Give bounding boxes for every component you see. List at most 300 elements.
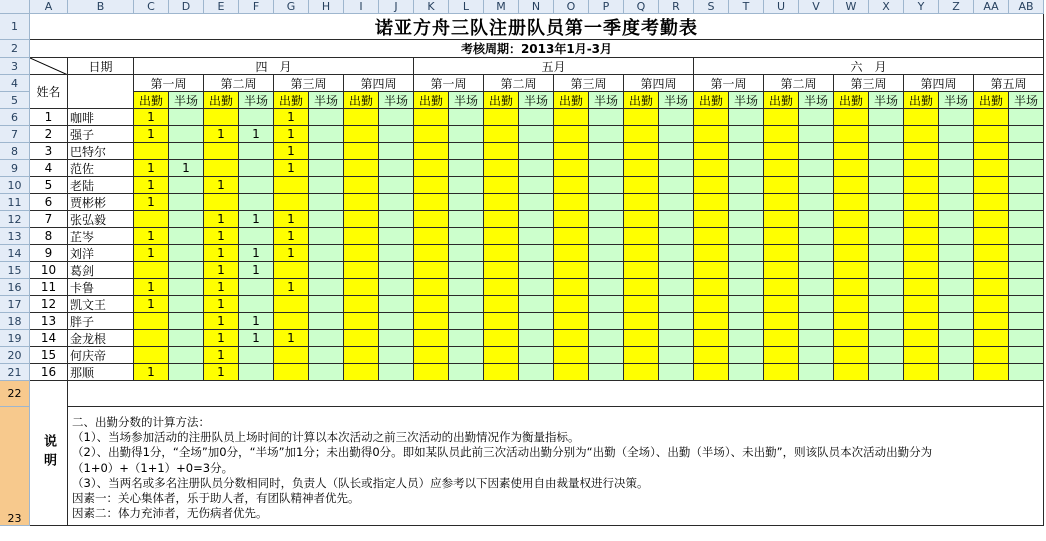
attendance-cell[interactable] — [414, 177, 449, 194]
attendance-cell[interactable] — [974, 245, 1009, 262]
attendance-cell[interactable] — [484, 296, 519, 313]
half-cell[interactable] — [169, 313, 204, 330]
half-header[interactable]: 半场 — [939, 92, 974, 109]
half-cell[interactable]: 1 — [239, 262, 274, 279]
attendance-cell[interactable] — [764, 245, 799, 262]
attendance-cell[interactable] — [974, 160, 1009, 177]
attendance-cell[interactable] — [344, 143, 379, 160]
row-header-16[interactable]: 16 — [0, 279, 30, 296]
half-cell[interactable] — [939, 211, 974, 228]
attendance-cell[interactable] — [134, 143, 169, 160]
attendance-cell[interactable] — [694, 279, 729, 296]
attendance-cell[interactable] — [484, 126, 519, 143]
half-cell[interactable] — [799, 177, 834, 194]
member-name[interactable]: 何庆帝 — [68, 347, 134, 364]
column-header-U[interactable]: U — [764, 0, 799, 14]
member-name[interactable]: 卡鲁 — [68, 279, 134, 296]
half-cell[interactable] — [309, 211, 344, 228]
member-name[interactable]: 胖子 — [68, 313, 134, 330]
attendance-cell[interactable] — [134, 347, 169, 364]
member-number[interactable]: 9 — [30, 245, 68, 262]
attendance-cell[interactable] — [764, 228, 799, 245]
half-cell[interactable] — [379, 143, 414, 160]
attendance-cell[interactable] — [834, 347, 869, 364]
member-number[interactable]: 6 — [30, 194, 68, 211]
half-cell[interactable] — [309, 194, 344, 211]
half-cell[interactable] — [1009, 262, 1044, 279]
attendance-cell[interactable]: 1 — [204, 228, 239, 245]
member-name[interactable]: 贾彬彬 — [68, 194, 134, 211]
half-cell[interactable] — [729, 109, 764, 126]
half-cell[interactable] — [449, 177, 484, 194]
attendance-cell[interactable] — [414, 143, 449, 160]
member-number[interactable]: 11 — [30, 279, 68, 296]
half-cell[interactable] — [799, 160, 834, 177]
half-cell[interactable] — [729, 194, 764, 211]
attendance-cell[interactable] — [344, 313, 379, 330]
attendance-cell[interactable] — [974, 347, 1009, 364]
half-cell[interactable] — [869, 330, 904, 347]
half-cell[interactable] — [519, 143, 554, 160]
member-number[interactable]: 5 — [30, 177, 68, 194]
half-cell[interactable] — [169, 347, 204, 364]
attendance-cell[interactable] — [274, 177, 309, 194]
attendance-cell[interactable] — [344, 279, 379, 296]
attendance-cell[interactable] — [974, 109, 1009, 126]
attendance-cell[interactable] — [624, 262, 659, 279]
attendance-cell[interactable]: 1 — [274, 211, 309, 228]
half-cell[interactable] — [519, 126, 554, 143]
attendance-cell[interactable] — [624, 279, 659, 296]
attendance-cell[interactable] — [344, 245, 379, 262]
attendance-cell[interactable] — [624, 228, 659, 245]
attendance-cell[interactable] — [764, 211, 799, 228]
attend-header[interactable]: 出勤 — [134, 92, 169, 109]
half-cell[interactable] — [169, 194, 204, 211]
attendance-cell[interactable] — [554, 143, 589, 160]
half-cell[interactable] — [869, 313, 904, 330]
attendance-cell[interactable] — [414, 211, 449, 228]
select-all-corner[interactable] — [0, 0, 30, 14]
half-cell[interactable] — [449, 109, 484, 126]
week-jun-3[interactable]: 第三周 — [834, 75, 904, 92]
attendance-cell[interactable] — [344, 330, 379, 347]
half-cell[interactable] — [1009, 143, 1044, 160]
attendance-cell[interactable] — [834, 160, 869, 177]
half-cell[interactable] — [169, 364, 204, 381]
column-header-Z[interactable]: Z — [939, 0, 974, 14]
column-header-E[interactable]: E — [204, 0, 239, 14]
half-cell[interactable] — [309, 279, 344, 296]
week-jun-5[interactable]: 第五周 — [974, 75, 1044, 92]
attendance-cell[interactable] — [554, 245, 589, 262]
attendance-cell[interactable] — [484, 109, 519, 126]
attendance-cell[interactable] — [414, 262, 449, 279]
attendance-cell[interactable] — [624, 296, 659, 313]
half-cell[interactable] — [379, 194, 414, 211]
week-apr-2[interactable]: 第二周 — [204, 75, 274, 92]
column-header-L[interactable]: L — [449, 0, 484, 14]
attendance-cell[interactable] — [694, 228, 729, 245]
attendance-cell[interactable] — [484, 228, 519, 245]
attendance-cell[interactable]: 1 — [274, 160, 309, 177]
attendance-cell[interactable] — [834, 330, 869, 347]
attendance-cell[interactable] — [764, 109, 799, 126]
half-cell[interactable]: 1 — [239, 330, 274, 347]
attend-header[interactable]: 出勤 — [834, 92, 869, 109]
attendance-cell[interactable] — [974, 279, 1009, 296]
half-header[interactable]: 半场 — [1009, 92, 1044, 109]
attendance-cell[interactable] — [834, 228, 869, 245]
blank-header-cell[interactable] — [68, 75, 134, 109]
week-may-3[interactable]: 第三周 — [554, 75, 624, 92]
half-cell[interactable] — [659, 245, 694, 262]
attendance-cell[interactable] — [974, 126, 1009, 143]
half-header[interactable]: 半场 — [729, 92, 764, 109]
half-cell[interactable] — [589, 160, 624, 177]
member-name[interactable]: 咖啡 — [68, 109, 134, 126]
attendance-cell[interactable] — [904, 228, 939, 245]
attendance-cell[interactable] — [554, 177, 589, 194]
member-number[interactable]: 10 — [30, 262, 68, 279]
attendance-cell[interactable] — [344, 194, 379, 211]
attendance-cell[interactable] — [484, 313, 519, 330]
half-cell[interactable] — [169, 143, 204, 160]
half-cell[interactable] — [309, 177, 344, 194]
half-cell[interactable] — [939, 296, 974, 313]
half-header[interactable]: 半场 — [519, 92, 554, 109]
half-cell[interactable] — [589, 296, 624, 313]
attendance-cell[interactable] — [694, 211, 729, 228]
attendance-cell[interactable] — [414, 109, 449, 126]
half-cell[interactable] — [939, 347, 974, 364]
attendance-cell[interactable] — [764, 347, 799, 364]
attendance-cell[interactable] — [414, 194, 449, 211]
attendance-cell[interactable] — [204, 160, 239, 177]
row-header-8[interactable]: 8 — [0, 143, 30, 160]
row-header-9[interactable]: 9 — [0, 160, 30, 177]
half-cell[interactable] — [939, 364, 974, 381]
column-header-AA[interactable]: AA — [974, 0, 1009, 14]
half-cell[interactable]: 1 — [239, 126, 274, 143]
half-cell[interactable] — [379, 296, 414, 313]
half-cell[interactable] — [659, 279, 694, 296]
half-cell[interactable] — [519, 160, 554, 177]
attendance-cell[interactable] — [414, 245, 449, 262]
attendance-cell[interactable] — [974, 313, 1009, 330]
half-header[interactable]: 半场 — [239, 92, 274, 109]
attendance-cell[interactable] — [624, 126, 659, 143]
row-header-4[interactable]: 4 — [0, 75, 30, 92]
attendance-cell[interactable] — [904, 313, 939, 330]
attendance-cell[interactable]: 1 — [134, 109, 169, 126]
week-may-4[interactable]: 第四周 — [624, 75, 694, 92]
half-cell[interactable] — [589, 143, 624, 160]
attendance-cell[interactable] — [344, 211, 379, 228]
half-cell[interactable] — [799, 347, 834, 364]
week-apr-4[interactable]: 第四周 — [344, 75, 414, 92]
attendance-cell[interactable] — [554, 211, 589, 228]
attendance-cell[interactable] — [904, 194, 939, 211]
half-cell[interactable] — [589, 228, 624, 245]
half-cell[interactable] — [799, 109, 834, 126]
month-june[interactable]: 六 月 — [694, 58, 1044, 75]
attendance-cell[interactable] — [694, 313, 729, 330]
half-cell[interactable] — [519, 109, 554, 126]
attendance-cell[interactable] — [694, 296, 729, 313]
half-cell[interactable] — [519, 330, 554, 347]
attendance-cell[interactable] — [834, 177, 869, 194]
column-header-I[interactable]: I — [344, 0, 379, 14]
member-number[interactable]: 12 — [30, 296, 68, 313]
attendance-cell[interactable] — [414, 160, 449, 177]
attendance-cell[interactable] — [554, 279, 589, 296]
half-cell[interactable] — [519, 296, 554, 313]
member-name[interactable]: 葛剑 — [68, 262, 134, 279]
member-number[interactable]: 4 — [30, 160, 68, 177]
column-header-H[interactable]: H — [309, 0, 344, 14]
column-header-D[interactable]: D — [169, 0, 204, 14]
half-cell[interactable] — [729, 211, 764, 228]
half-cell[interactable] — [169, 330, 204, 347]
attendance-cell[interactable] — [764, 279, 799, 296]
attendance-cell[interactable] — [344, 177, 379, 194]
half-cell[interactable] — [449, 262, 484, 279]
column-header-S[interactable]: S — [694, 0, 729, 14]
attendance-cell[interactable] — [554, 313, 589, 330]
half-header[interactable]: 半场 — [869, 92, 904, 109]
column-header-K[interactable]: K — [414, 0, 449, 14]
attendance-cell[interactable] — [764, 160, 799, 177]
attendance-cell[interactable] — [624, 313, 659, 330]
attendance-cell[interactable] — [764, 177, 799, 194]
attendance-cell[interactable]: 1 — [134, 279, 169, 296]
name-label[interactable]: 姓名 — [30, 75, 68, 109]
attendance-cell[interactable] — [694, 109, 729, 126]
row-header-6[interactable]: 6 — [0, 109, 30, 126]
half-cell[interactable] — [729, 245, 764, 262]
column-header-G[interactable]: G — [274, 0, 309, 14]
member-name[interactable]: 巴特尔 — [68, 143, 134, 160]
half-cell[interactable] — [239, 228, 274, 245]
attendance-cell[interactable] — [974, 211, 1009, 228]
half-cell[interactable] — [729, 177, 764, 194]
row-header-20[interactable]: 20 — [0, 347, 30, 364]
half-cell[interactable] — [1009, 364, 1044, 381]
half-cell[interactable] — [1009, 228, 1044, 245]
half-cell[interactable] — [309, 296, 344, 313]
attendance-cell[interactable] — [484, 194, 519, 211]
member-name[interactable]: 老陆 — [68, 177, 134, 194]
half-cell[interactable] — [659, 160, 694, 177]
half-cell[interactable] — [659, 347, 694, 364]
attendance-cell[interactable]: 1 — [204, 313, 239, 330]
attendance-cell[interactable] — [834, 245, 869, 262]
column-header-M[interactable]: M — [484, 0, 519, 14]
attendance-cell[interactable] — [974, 177, 1009, 194]
attendance-cell[interactable] — [134, 262, 169, 279]
half-cell[interactable] — [1009, 126, 1044, 143]
attendance-cell[interactable]: 1 — [134, 364, 169, 381]
attendance-cell[interactable] — [904, 262, 939, 279]
half-cell[interactable] — [309, 262, 344, 279]
half-cell[interactable] — [449, 347, 484, 364]
attend-header[interactable]: 出勤 — [764, 92, 799, 109]
row-header-13[interactable]: 13 — [0, 228, 30, 245]
attendance-cell[interactable] — [834, 143, 869, 160]
row-header-10[interactable]: 10 — [0, 177, 30, 194]
attendance-cell[interactable] — [764, 194, 799, 211]
attendance-cell[interactable]: 1 — [204, 296, 239, 313]
half-cell[interactable] — [799, 279, 834, 296]
attendance-cell[interactable]: 1 — [204, 262, 239, 279]
half-cell[interactable] — [589, 262, 624, 279]
attendance-cell[interactable] — [904, 211, 939, 228]
row-header-17[interactable]: 17 — [0, 296, 30, 313]
half-cell[interactable] — [729, 296, 764, 313]
attendance-cell[interactable] — [204, 109, 239, 126]
column-header-W[interactable]: W — [834, 0, 869, 14]
attendance-cell[interactable] — [414, 126, 449, 143]
half-cell[interactable] — [449, 194, 484, 211]
half-cell[interactable] — [729, 262, 764, 279]
row-header-7[interactable]: 7 — [0, 126, 30, 143]
half-cell[interactable] — [659, 228, 694, 245]
member-number[interactable]: 2 — [30, 126, 68, 143]
attendance-cell[interactable] — [274, 296, 309, 313]
half-cell[interactable] — [799, 194, 834, 211]
half-cell[interactable] — [869, 194, 904, 211]
half-cell[interactable] — [449, 296, 484, 313]
half-cell[interactable] — [1009, 245, 1044, 262]
half-cell[interactable] — [729, 160, 764, 177]
attendance-cell[interactable] — [484, 211, 519, 228]
half-cell[interactable] — [379, 160, 414, 177]
member-name[interactable]: 范佐 — [68, 160, 134, 177]
attendance-cell[interactable] — [134, 211, 169, 228]
attendance-cell[interactable] — [344, 160, 379, 177]
member-name[interactable]: 那顺 — [68, 364, 134, 381]
attendance-cell[interactable] — [904, 364, 939, 381]
member-number[interactable]: 15 — [30, 347, 68, 364]
attendance-cell[interactable]: 1 — [204, 364, 239, 381]
half-cell[interactable] — [589, 330, 624, 347]
half-cell[interactable] — [519, 194, 554, 211]
week-jun-1[interactable]: 第一周 — [694, 75, 764, 92]
attendance-cell[interactable]: 1 — [274, 279, 309, 296]
row-header-22[interactable]: 22 — [0, 381, 30, 407]
column-header-T[interactable]: T — [729, 0, 764, 14]
attendance-cell[interactable] — [484, 330, 519, 347]
attend-header[interactable]: 出勤 — [344, 92, 379, 109]
half-cell[interactable] — [589, 109, 624, 126]
half-cell[interactable] — [799, 126, 834, 143]
attendance-cell[interactable] — [624, 177, 659, 194]
attendance-cell[interactable] — [344, 109, 379, 126]
half-cell[interactable] — [519, 177, 554, 194]
half-cell[interactable] — [169, 228, 204, 245]
attendance-cell[interactable]: 1 — [274, 245, 309, 262]
half-cell[interactable] — [659, 364, 694, 381]
blank-row-rest[interactable] — [68, 381, 1044, 407]
half-header[interactable]: 半场 — [309, 92, 344, 109]
attendance-cell[interactable] — [274, 364, 309, 381]
attendance-cell[interactable] — [414, 296, 449, 313]
half-cell[interactable] — [939, 160, 974, 177]
half-cell[interactable] — [309, 245, 344, 262]
half-cell[interactable] — [239, 160, 274, 177]
half-cell[interactable]: 1 — [239, 211, 274, 228]
attendance-cell[interactable] — [904, 296, 939, 313]
half-cell[interactable] — [869, 143, 904, 160]
attendance-cell[interactable]: 1 — [204, 330, 239, 347]
half-cell[interactable] — [379, 126, 414, 143]
attendance-cell[interactable] — [834, 313, 869, 330]
attendance-cell[interactable]: 1 — [134, 245, 169, 262]
attendance-cell[interactable]: 1 — [204, 347, 239, 364]
attendance-cell[interactable] — [694, 347, 729, 364]
attendance-cell[interactable]: 1 — [134, 177, 169, 194]
half-cell[interactable] — [659, 126, 694, 143]
half-cell[interactable] — [1009, 279, 1044, 296]
member-number[interactable]: 8 — [30, 228, 68, 245]
half-header[interactable]: 半场 — [659, 92, 694, 109]
attendance-cell[interactable] — [764, 330, 799, 347]
half-cell[interactable] — [799, 262, 834, 279]
week-jun-2[interactable]: 第二周 — [764, 75, 834, 92]
attendance-cell[interactable]: 1 — [274, 330, 309, 347]
half-cell[interactable] — [1009, 194, 1044, 211]
half-cell[interactable] — [659, 109, 694, 126]
half-cell[interactable] — [449, 143, 484, 160]
half-cell[interactable] — [379, 330, 414, 347]
half-cell[interactable] — [169, 177, 204, 194]
half-cell[interactable] — [869, 109, 904, 126]
member-number[interactable]: 14 — [30, 330, 68, 347]
half-cell[interactable] — [589, 313, 624, 330]
column-header-O[interactable]: O — [554, 0, 589, 14]
attendance-cell[interactable] — [834, 109, 869, 126]
column-header-X[interactable]: X — [869, 0, 904, 14]
attendance-cell[interactable] — [974, 228, 1009, 245]
week-may-1[interactable]: 第一周 — [414, 75, 484, 92]
member-number[interactable]: 16 — [30, 364, 68, 381]
half-cell[interactable] — [939, 228, 974, 245]
half-cell[interactable] — [449, 160, 484, 177]
attendance-cell[interactable] — [484, 364, 519, 381]
half-cell[interactable] — [379, 228, 414, 245]
row-header-19[interactable]: 19 — [0, 330, 30, 347]
column-header-C[interactable]: C — [134, 0, 169, 14]
attendance-cell[interactable] — [974, 194, 1009, 211]
attendance-cell[interactable] — [554, 364, 589, 381]
half-cell[interactable] — [379, 347, 414, 364]
attendance-cell[interactable] — [274, 347, 309, 364]
attendance-cell[interactable] — [344, 126, 379, 143]
attend-header[interactable]: 出勤 — [484, 92, 519, 109]
notes-text[interactable] — [68, 407, 1044, 526]
week-apr-1[interactable]: 第一周 — [134, 75, 204, 92]
half-cell[interactable] — [729, 228, 764, 245]
attendance-cell[interactable] — [624, 211, 659, 228]
attendance-cell[interactable] — [414, 313, 449, 330]
attendance-cell[interactable] — [344, 262, 379, 279]
attendance-cell[interactable]: 1 — [134, 126, 169, 143]
half-cell[interactable] — [799, 245, 834, 262]
half-cell[interactable] — [239, 143, 274, 160]
attendance-cell[interactable] — [554, 330, 589, 347]
attendance-cell[interactable] — [904, 330, 939, 347]
